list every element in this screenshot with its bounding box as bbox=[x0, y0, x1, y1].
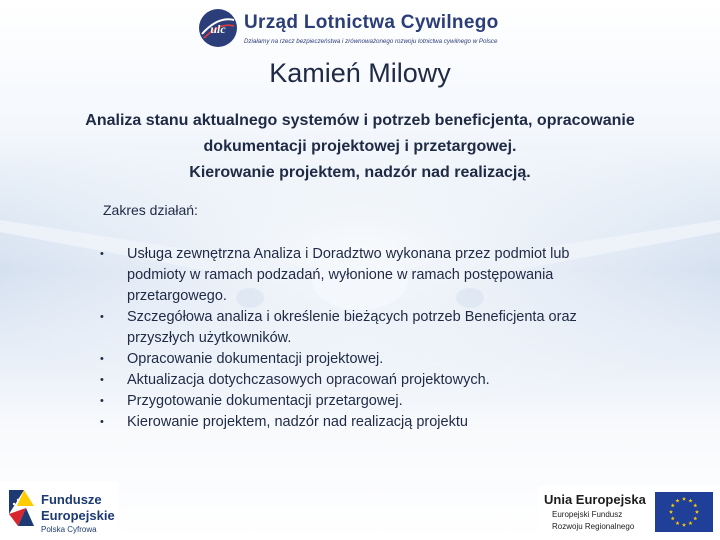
subtitle-line: Kierowanie projektem, nadzór nad realizacją. bbox=[189, 164, 531, 181]
list-item: • Usługa zewnętrzna Analiza i Doradztwo wykonana przez podmiot lub podmioty w ramach podzadań, wyłonione w ramach postępowania przetargowego. bbox=[100, 244, 620, 307]
list-item: • Aktualizacja dotychczasowych opracowań projektowych. bbox=[100, 370, 620, 391]
fe-logo-line: Fundusze bbox=[41, 492, 102, 507]
ulc-logo-title: Urząd Lotnictwa Cywilnego bbox=[244, 12, 499, 33]
subtitle-line: dokumentacji projektowej i przetargowej. bbox=[203, 138, 517, 155]
ulc-header-logo bbox=[198, 8, 558, 52]
fundusze-europejskie-logo bbox=[0, 481, 118, 540]
svg-text:ulc: ulc bbox=[210, 22, 226, 36]
list-item: • Opracowanie dokumentacji projektowej. bbox=[100, 349, 620, 370]
eu-logo-line: Unia Europejska bbox=[544, 492, 646, 507]
subtitle-line: Analiza stanu aktualnego systemów i potrzeb beneficjenta, opracowanie bbox=[85, 112, 635, 129]
fe-logo-line: Europejskie bbox=[41, 508, 115, 523]
ulc-logo-subtitle: Działamy na rzecz bezpieczeństwa i zrównoważonego rozwoju lotnictwa cywilnego w Polsce bbox=[244, 38, 498, 45]
eu-logo-line: Europejski Fundusz bbox=[552, 510, 623, 519]
page-title: Kamień Milowy bbox=[269, 58, 451, 88]
list-item: • Kierowanie projektem, nadzór nad realizacją projektu bbox=[100, 412, 620, 433]
page-subtitle bbox=[40, 108, 680, 186]
eu-logo bbox=[538, 486, 720, 540]
scope-label: Zakres działań: bbox=[103, 202, 198, 218]
ulc-emblem-icon bbox=[198, 8, 238, 48]
list-item: • Przygotowanie dokumentacji przetargowej. bbox=[100, 391, 620, 412]
eu-logo-line: Rozwoju Regionalnego bbox=[552, 522, 635, 531]
scope-bullet-list bbox=[100, 244, 620, 433]
list-item: • Szczegółowa analiza i określenie bieżących potrzeb Beneficjenta oraz przyszłych użytkowników. bbox=[100, 307, 620, 349]
fe-logo-line: Polska Cyfrowa bbox=[41, 525, 97, 534]
fundusze-europejskie-icon bbox=[6, 486, 36, 530]
eu-flag-icon bbox=[655, 492, 713, 532]
